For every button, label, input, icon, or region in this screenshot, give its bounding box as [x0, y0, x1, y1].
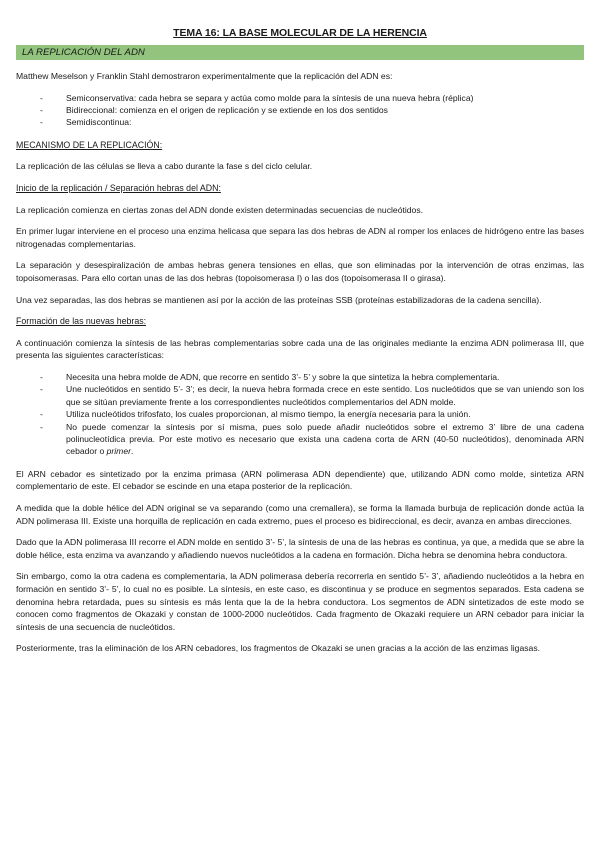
start-paragraph-3: La separación y desespiralización de ambas hebras genera tensiones en ellas, que son eliminadas por la intervención de otras enzimas, las topoisomerasas. Para ello cortan unas de las dos hebras (topoisomerasa I) o las dos (topoisomerasa II o girasa). [16, 260, 584, 283]
lagging-strand-paragraph: Sin embargo, como la otra cadena es complementaria, la ADN polimerasa debería recorrerla en sentido 5’- 3’, añadiendo nucleótidos a la hebra en formación en sentido 3’- 5’, lo cual no es posible. La síntesis, en este caso, es discontinua y se produce en segmentos separados. Esta cadena se denomina hebra retardada, pues su síntesis es más lenta que la de la hebra conductora. Los segmentos de ADN sintetizados de este modo se conocen como fragmentos de Okazaki y constan de 1000-2000 nucleótidos. Cada fragmento de Okazaki requiere un ARN cebador para iniciar la síntesis de una secuencia de nucleótidos. [16, 571, 584, 632]
formation-paragraph: A continuación comienza la síntesis de las hebras complementarias sobre cada una de las originales mediante la enzima ADN polimerasa III, que presenta las siguientes características: [16, 337, 584, 361]
primer-term: primer [106, 446, 131, 457]
mechanism-heading: MECANISMO DE LA REPLICACIÓN: [16, 139, 163, 150]
list-item-text: No puede comenzar la síntesis por sí misma, pues solo puede añadir nucleótidos sobre el extremo 3’ libre de una cadena polinucleotídica previa. Por este motivo es necesario que exista una cadena corta de ARN (40-50 nucleótidos), denominada ARN cebador o [66, 421, 584, 457]
list-item: - Bidireccional: comienza en el origen de replicación y se extiende en los dos sentidos [40, 104, 584, 116]
leading-strand-paragraph: Dado que la ADN polimerasa III recorre el ADN molde en sentido 3’- 5’, la síntesis de una de las hebras es continua, ya que, a medida que se abre la doble hélice, esta enzima va avanzando y añadiendo nuevos nucleótidos a la cadena en formación. Dicha hebra se denomina hebra conductora. [16, 537, 584, 560]
characteristics-list [16, 371, 584, 458]
intro-paragraph: Matthew Meselson y Franklin Stahl demostraron experimentalmente que la replicación del ADN es: [16, 71, 393, 81]
primase-paragraph: El ARN cebador es sintetizado por la enzima primasa (ARN polimerasa ADN dependiente) que, utilizando ADN como molde, sintetiza ARN complementario de este. El cebador se escinde en una etapa posterior de la replicación. [16, 468, 584, 492]
list-item: - Semidiscontinua: [40, 116, 584, 128]
list-item-end: . [130, 446, 134, 457]
list-item: - Une nucleótidos en sentido 5’- 3’; es decir, la nueva hebra formada crece en este sentido. Los nucleótidos que se van uniendo son los que se sitúan previamente frente a los correspondientes nucleótidos complementarios del ADN molde. [40, 383, 584, 408]
section-header: LA REPLICACIÓN DEL ADN [16, 45, 584, 60]
list-item: - Necesita una hebra molde de ADN, que recorre en sentido 3’- 5’ y sobre la que sintetiza la hebra complementaria. [40, 371, 584, 383]
start-paragraph-4: Una vez separadas, las dos hebras se mantienen así por la acción de las proteínas SSB (proteínas estabilizadoras de la cadena sencilla). [16, 294, 542, 305]
start-heading: Inicio de la replicación / Separación hebras del ADN: [16, 183, 221, 193]
mechanism-paragraph: La replicación de las células se lleva a cabo durante la fase s del ciclo celular. [16, 161, 313, 172]
formation-heading: Formación de las nuevas hebras: [16, 316, 147, 327]
bubble-paragraph: A medida que la doble hélice del ADN original se va separando (como una cremallera), se forma la llamada burbuja de replicación donde actúa la ADN polimerasa III. Existe una horquilla de replicación en cada extremo, pues el proceso es bidireccional, es decir, avanza en ambas direcciones. [16, 502, 584, 526]
list-item [40, 421, 584, 458]
page-title: TEMA 16: LA BASE MOLECULAR DE LA HERENCIA [173, 27, 427, 39]
properties-list [16, 92, 584, 129]
start-paragraph-1: La replicación comienza en ciertas zonas del ADN donde existen determinadas secuencias de nucleótidos. [16, 204, 424, 215]
list-item: - Utiliza nucleótidos trifosfato, los cuales proporcionan, al mismo tiempo, la energía necesaria para la unión. [40, 408, 584, 420]
start-paragraph-2: En primer lugar interviene en el proceso una enzima helicasa que separa las dos hebras de ADN al romper los enlaces de hidrógeno entre las bases nitrogenadas complementarias. [16, 226, 584, 249]
ligase-paragraph: Posteriormente, tras la eliminación de los ARN cebadores, los fragmentos de Okazaki se unen gracias a la acción de las enzimas ligasas. [16, 643, 541, 654]
list-item: - Semiconservativa: cada hebra se separa y actúa como molde para la síntesis de una nueva hebra (réplica) [40, 92, 584, 104]
